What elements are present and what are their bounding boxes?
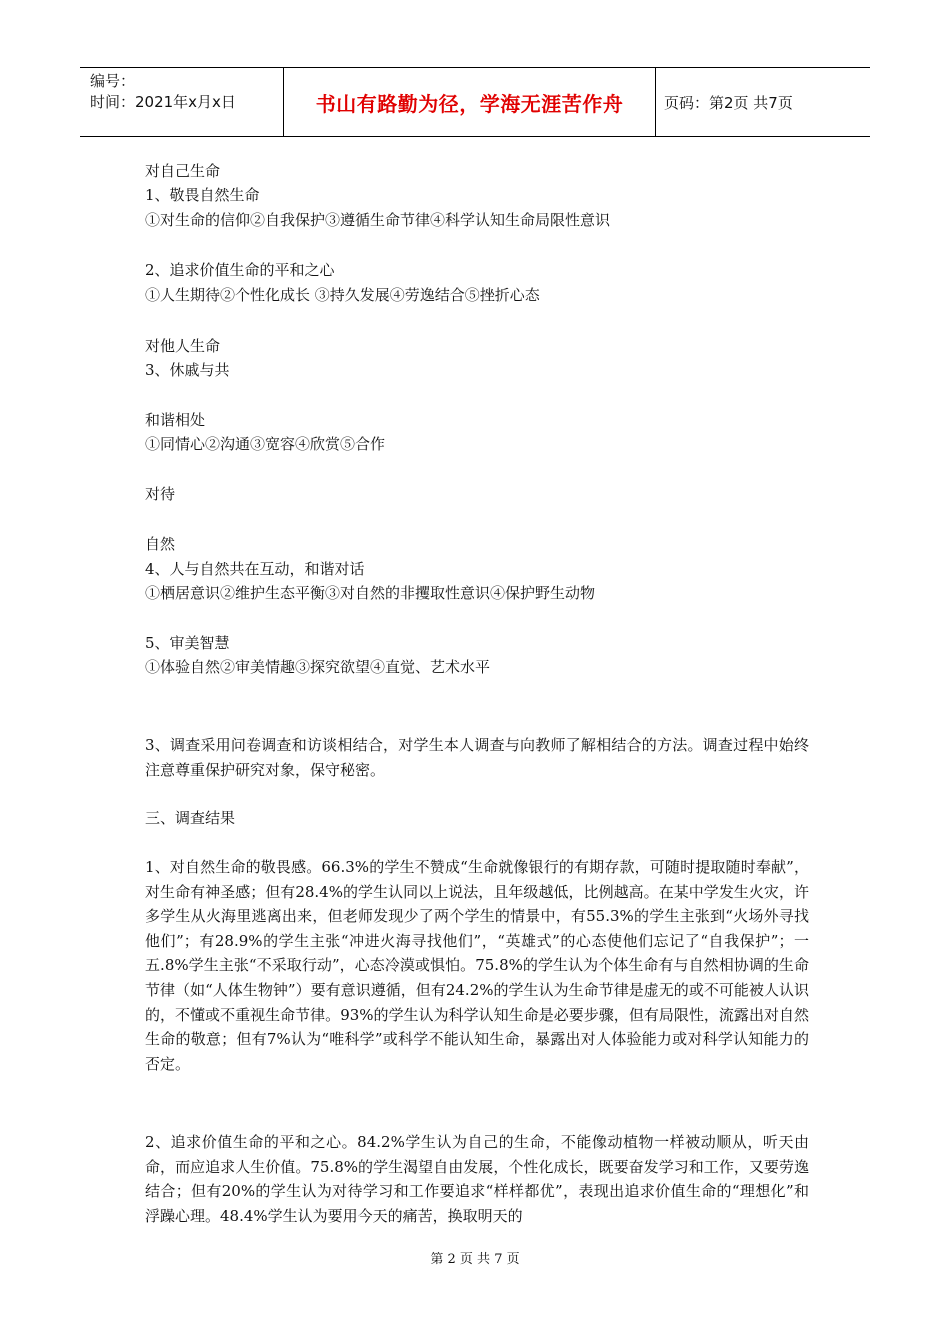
outline-line: 5、审美智慧 [145, 634, 230, 652]
outline-line: 1、敬畏自然生命 [145, 186, 260, 204]
page-footer: 第 2 页 共 7 页 [430, 1252, 520, 1267]
result-paragraph: 2、追求价值生命的平和之心。84.2%学生认为自己的生命，不能像动植物一样被动顺从，听天由命，而应追求人生价值。75.8%的学生渴望自由发展，个性化成长，既要奋发学习和工作，又要劳逸结合；但有20%的学生认为对待学习和工作要追求“样样都优”，表现出追求价值生命的“理想化”和浮躁心理。48.4%学生认为要用今天的痛苦，换取明天的 [145, 1133, 809, 1225]
outline-line: 4、人与自然共在互动，和谐对话 [145, 560, 365, 578]
outline-line: 对待 [145, 485, 176, 503]
outline-line: 2、追求价值生命的平和之心 [145, 261, 335, 279]
result-paragraph: 1、对自然生命的敬畏感。66.3%的学生不赞成“生命就像银行的有期存款，可随时提取随时奉献”，对生命有神圣感；但有28.4%的学生认同以上说法，且年级越低，比例越高。在某中学发生火灾，许多学生从火海里逃离出来，但老师发现少了两个学生的情景中，有55.3%的学生主张到“火场外寻找他们”；有28.9%的学生主张“冲进火海寻找他们”，“英雄式”的心态使他们忘记了“自我保护”；一五.8%学生主张“不采取行动”，心态冷漠或惧怕。75.8%的学生认为个体生命有与自然相协调的生命节律（如“人体生物钟”）要有意识遵循，但有24.2%的学生认为生命节律是虚无的或不可能被人认识的，不懂或不重视生命节律。93%的学生认为科学认知生命是必要步骤，但有局限性，流露出对自然生命的敬意；但有7%认为“唯科学”或科学不能认知生命，暴露出对人体验能力或对科学认知能力的否定。 [145, 858, 809, 1073]
motto-text: 书山有路勤为径，学海无涯苦作舟 [315, 91, 624, 116]
outline-line: ①对生命的信仰②自我保护③遵循生命节律④科学认知生命局限性意识 [145, 211, 611, 229]
outline-line: 和谐相处 [145, 411, 206, 429]
outline-line: ①同情心②沟通③宽容④欣赏⑤合作 [145, 435, 386, 453]
header-meta-cell [80, 68, 283, 136]
outline-line: 自然 [145, 535, 176, 553]
outline-line: 对他人生命 [145, 337, 221, 355]
outline-line: 3、休戚与共 [145, 361, 230, 379]
page-info: 页码：第2页 共7页 [664, 93, 793, 112]
method-paragraph: 3、调查采用问卷调查和访谈相结合，对学生本人调查与向教师了解相结合的方法。调查过程中始终注意尊重保护研究对象，保守秘密。 [145, 736, 809, 779]
number-label: 编号： [90, 72, 136, 90]
header-page-cell [656, 68, 870, 136]
section-title: 三、调查结果 [145, 809, 236, 827]
outline-line: ①人生期待②个性化成长 ③持久发展④劳逸结合⑤挫折心态 [145, 286, 540, 304]
document-header [80, 67, 870, 137]
date-label: 时间：2021年x月x日 [90, 93, 236, 111]
outline-line: ①体验自然②审美情趣③探究欲望④直觉、艺术水平 [145, 658, 491, 676]
header-motto-cell [283, 68, 656, 136]
outline-line: 对自己生命 [145, 162, 221, 180]
outline-line: ①栖居意识②维护生态平衡③对自然的非攫取性意识④保护野生动物 [145, 584, 596, 602]
